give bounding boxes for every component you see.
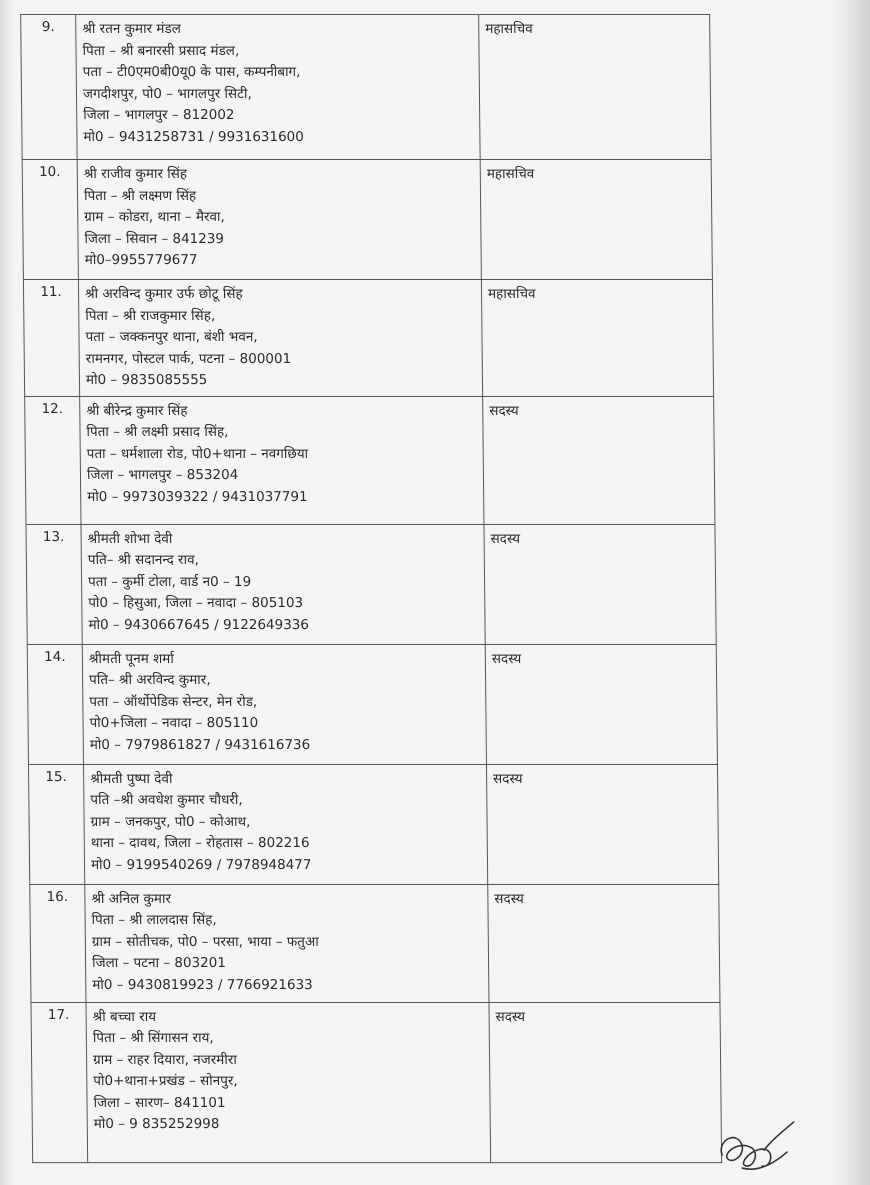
member-post: सदस्य — [486, 764, 718, 884]
members-table-body — [21, 15, 722, 1163]
member-address-line: जिला – सारण– 841101 — [93, 1094, 226, 1111]
serial-number: 11. — [23, 280, 79, 397]
member-name: श्री बीरेन्द्र कुमार सिंह — [86, 402, 188, 419]
member-name: श्री बच्चा राय — [92, 1008, 157, 1025]
member-details — [77, 160, 481, 280]
member-row — [31, 1002, 722, 1162]
member-details — [78, 280, 482, 397]
member-row — [21, 15, 711, 160]
member-row — [23, 280, 713, 397]
member-post: सदस्य — [488, 884, 720, 1002]
member-name: श्रीमती पूनम शर्मा — [88, 650, 174, 667]
member-details — [85, 884, 489, 1002]
member-name: श्री अरविन्द कुमार उर्फ छोटू सिंह — [84, 286, 243, 303]
members-table — [20, 14, 722, 1163]
member-address-line: पता – ऑर्थोपेडिक सेन्टर, मेन रोड, — [89, 693, 258, 710]
member-address-line: जिला – पटना – 803201 — [91, 955, 226, 972]
member-mobile: मो0 – 9835085555 — [85, 372, 208, 389]
member-relation: पिता – श्री लालदास सिंह, — [91, 912, 217, 929]
member-details — [81, 524, 485, 644]
serial-number: 17. — [31, 1002, 88, 1162]
member-details — [82, 644, 486, 764]
member-address-line: पो0+थाना+प्रखंड – सोनपुर, — [93, 1073, 238, 1090]
member-name: श्रीमती पुष्पा देवी — [90, 770, 173, 787]
member-address-line: जगदीशपुर, पो0 – भागलपुर सिटी, — [82, 85, 252, 102]
member-address-line: रामनगर, पोस्टल पार्क, पटना – 800001 — [85, 350, 292, 367]
member-relation: पति –श्री अवधेश कुमार चौधरी, — [90, 792, 243, 809]
member-relation: पिता – श्री बनारसी प्रसाद मंडल, — [82, 42, 240, 59]
member-name: श्रीमती शोभा देवी — [87, 530, 173, 547]
member-relation: पति– श्री सदानन्द राव, — [87, 552, 199, 569]
signature-icon — [712, 1110, 803, 1180]
member-row — [28, 764, 718, 884]
member-address-line: ग्राम – सोतीचक, पो0 – परसा, भाया – फतुआ — [91, 933, 319, 950]
member-address-line: जिला – भागलपुर – 853204 — [86, 467, 239, 484]
member-address-line: ग्राम – राहर दियारा, नजरमीरा — [93, 1051, 237, 1068]
member-details — [80, 396, 484, 524]
serial-number: 12. — [25, 396, 81, 524]
member-row — [30, 884, 720, 1002]
member-post: महासचिव — [479, 15, 712, 160]
member-address-line: जिला – भागलपुर – 812002 — [83, 107, 235, 124]
member-mobile: मो0 – 9973039322 / 9431037791 — [87, 488, 308, 505]
member-mobile: मो0–9955779677 — [84, 252, 198, 269]
member-name: श्री रतन कुमार मंडल — [82, 21, 181, 38]
member-row — [26, 524, 716, 644]
member-name: श्री राजीव कुमार सिंह — [83, 166, 188, 183]
member-address-line: ग्राम – जनकपुर, पो0 – कोआथ, — [90, 813, 251, 830]
member-address-line: पो0+जिला – नवादा – 805110 — [89, 715, 259, 732]
member-relation: पिता – श्री लक्ष्मण सिंह — [83, 187, 197, 204]
serial-number: 9. — [21, 15, 78, 160]
member-mobile: मो0 – 9 835252998 — [93, 1116, 220, 1133]
member-post: सदस्य — [489, 1002, 722, 1162]
member-address-line: पता – कुर्मी टोला, वार्ड न0 – 19 — [88, 573, 252, 590]
member-mobile: मो0 – 9430667645 / 9122649336 — [88, 616, 310, 633]
member-details — [86, 1002, 491, 1162]
member-post: महासचिव — [480, 160, 712, 280]
serial-number: 14. — [27, 644, 83, 764]
member-address-line: पो0 – हिसुआ, जिला – नवादा – 805103 — [88, 595, 304, 612]
member-post: सदस्य — [484, 524, 716, 644]
member-mobile: मो0 – 7979861827 / 9431616736 — [89, 736, 311, 753]
member-post: सदस्य — [483, 396, 715, 524]
member-mobile: मो0 – 9431258731 / 9931631600 — [83, 128, 304, 145]
member-name: श्री अनिल कुमार — [91, 890, 172, 907]
member-details — [83, 764, 487, 884]
member-mobile: मो0 – 9199540269 / 7978948477 — [90, 856, 312, 873]
member-address-line: जिला – सिवान – 841239 — [84, 230, 225, 247]
serial-number: 10. — [22, 160, 78, 280]
serial-number: 15. — [28, 764, 84, 884]
member-row — [27, 644, 717, 764]
member-relation: पिता – श्री सिंगासन राय, — [92, 1030, 214, 1047]
member-address-line: पता – धर्मशाला रोड, पो0+थाना – नवगछिया — [86, 445, 309, 462]
serial-number: 16. — [30, 884, 86, 1002]
member-relation: पिता – श्री लक्ष्मी प्रसाद सिंह, — [86, 424, 229, 441]
member-address-line: ग्राम – कोडरा, थाना – मैरवा, — [84, 209, 225, 226]
member-address-line: पता – टी0एम0बी0यू0 के पास, कम्पनीबाग, — [82, 64, 301, 81]
member-address-line: थाना – दावथ, जिला – रोहतास – 802216 — [90, 835, 310, 852]
member-post: महासचिव — [481, 280, 713, 397]
serial-number: 13. — [26, 524, 82, 644]
member-relation: पति– श्री अरविन्द कुमार, — [89, 672, 211, 689]
member-relation: पिता – श्री राजकुमार सिंह, — [85, 307, 216, 324]
member-details — [76, 15, 480, 160]
member-row — [25, 396, 715, 524]
member-address-line: पता – जक्कनपुर थाना, बंशी भवन, — [85, 329, 258, 346]
member-row — [22, 160, 712, 280]
member-post: सदस्य — [485, 644, 717, 764]
member-mobile: मो0 – 9430819923 / 7766921633 — [92, 976, 313, 993]
